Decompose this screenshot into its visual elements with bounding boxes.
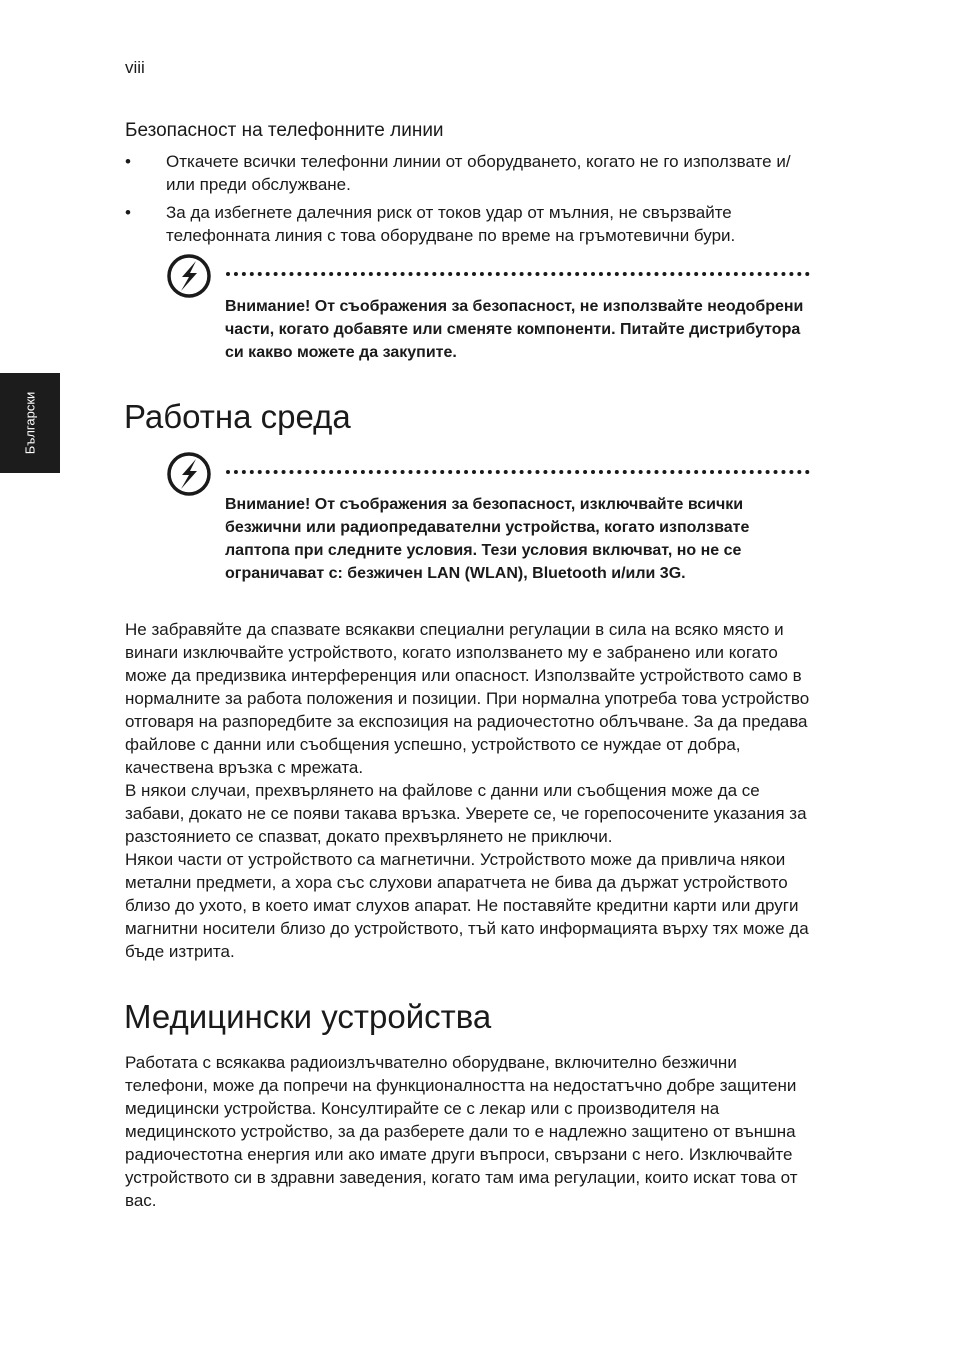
bullet-dot: • <box>125 152 131 171</box>
list-item <box>125 201 815 247</box>
paragraph: Някои части от устройството са магнетични. Устройството може да привлича някои метални предмети, а хора със слухови апаратчета не бива да държат устройството близо до ухото, в което имат слухов апарат. Не поставяйте кредитни карти или други магнитни носители близо до устройството, тъй като информацията върху тях може да бъде изтрита. <box>125 850 809 961</box>
environment-warning-text: Внимание! От съображения за безопасност, изключвайте всички безжични или радиопредавателни устройства, когато използвате лаптопа при следните условия. Тези условия включват, но не се ограничават с: безжичен LAN (WLAN), Bluetooth и/или 3G. <box>225 496 750 582</box>
list-item <box>125 150 815 196</box>
language-side-tab-label: Български <box>22 391 38 455</box>
bullet-text: Откачете всички телефонни линии от оборудването, когато не го използвате и/или преди обслужване. <box>166 152 791 194</box>
paragraph: В някои случаи, прехвърлянето на файлове с данни или съобщения може да се забави, докато не се появи такава връзка. Уверете се, че горепосочените указания за разстоянието се спазват, докато прехвърлянето не приключи. <box>125 781 807 846</box>
lightning-bolt-warning-icon <box>166 253 212 299</box>
medical-body <box>125 1051 815 1212</box>
paragraph: Не забравяйте да спазвате всякакви специални регулации в сила на всяко място и винаги изключвайте устройството, когато използването му е забранено или когато може да предизвика интерференция или опасност. Използвайте устройството само в нормалните за работа положения и позиции. При нормална употреба това устройство отговаря на разпоредбите за експозиция на радиочестотно облъчване. За да предава файлове с данни или съобщения успешно, устройството се нуждае от добра, качествена връзка с мрежата. <box>125 620 810 777</box>
phone-warning-text: Внимание! От съображения за безопасност, не използвайте неодобрени части, когато добавяте или сменяте компоненти. Питайте дистрибутора си какво можете да закупите. <box>225 298 804 361</box>
environment-body <box>125 618 815 963</box>
lightning-bolt-warning-icon <box>166 451 212 497</box>
environment-heading: Работна среда <box>124 398 351 435</box>
bullet-dot: • <box>125 203 131 222</box>
medical-heading: Медицински устройства <box>124 998 492 1035</box>
language-side-tab <box>0 373 60 473</box>
page-number: viii <box>125 58 145 77</box>
dotted-divider <box>226 470 810 474</box>
phone-safety-heading: Безопасност на телефонните линии <box>125 120 444 141</box>
dotted-divider <box>226 272 810 276</box>
bullet-text: За да избегнете далечния риск от токов удар от мълния, не свързвайте телефонната линия с това оборудване по време на гръмотевични бури. <box>166 203 736 245</box>
paragraph: Работата с всякаква радиоизлъчвателно оборудване, включително безжични телефони, може да попречи на функционалността на недостатъчно добре защитени медицински устройства. Консултирайте се с лекар или с производителя на медицинското устройство, за да разберете дали то е надлежно защитено от външна радиочестотна енергия или ако имате други въпроси, свързани с него. Изключвайте устройството си в здравни заведения, когато там има регулации, които искат това от вас. <box>125 1053 798 1210</box>
